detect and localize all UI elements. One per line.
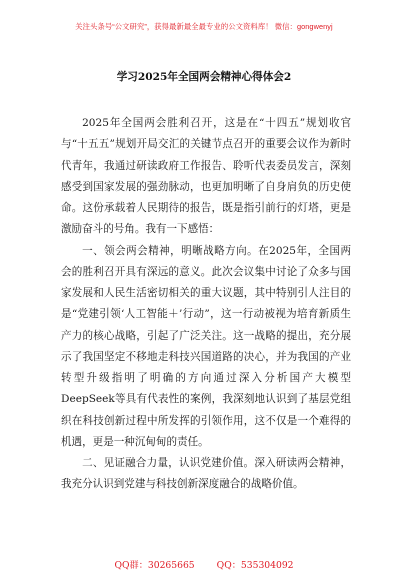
footer-contact (0, 557, 408, 571)
qq-number: QQ：535304092 (216, 560, 294, 571)
paragraph-intro: 2025年全国两会胜利召开，这是在“十四五”规划收官与“十五五”规划开局交汇的关键节点召开的重要会议作为新时代青年，我通过研读政府工作报告、聆听代表委员发言，深刻感受到国家发展的强劲脉动，也更加明晰了自身肩负的历史使命。这份承载着人民期待的报告，既是指引前行的灯塔，更是激励奋斗的号角。我有一下感悟： (61, 117, 351, 236)
qq-group-number: QQ群：30265665 (114, 560, 195, 571)
promo-banner: 关注头条号“公文研究”，获得最新最全最专业的公文资料库！ 微信：gongwenyj (75, 22, 333, 31)
paragraph-section-2: 二、见证融合力量，认识党建价值。深入研读两会精神，我充分认识到党建与科技创新深度融合的战略价值。 (61, 457, 351, 491)
document-title: 学习2025年全国两会精神心得体会2 (116, 71, 292, 83)
paragraph-section-1: 一、领会两会精神，明晰战略方向。在2025年，全国两会的胜利召开具有深远的意义。此次会议集中讨论了众多与国家发展和人民生活密切相关的重大议题，其中特别引人注目的是“党建引领‘人工智能＋’行动”，这一行动被视为培育新质生产力的核心战略，引起了广泛关注。这一战略的提出，充分展示了我国坚定不移地走科技兴国道路的决心，并为我国的产业转型升级指明了明确的方向通过深入分析国产大模型DeepSeek等具有代表性的案例，我深刻地认识到了基层党组织在科技创新过程中所发挥的引领作用，这不仅是一个难得的机遇，更是一种沉甸甸的责任。 (61, 244, 351, 448)
document-body (61, 113, 351, 496)
